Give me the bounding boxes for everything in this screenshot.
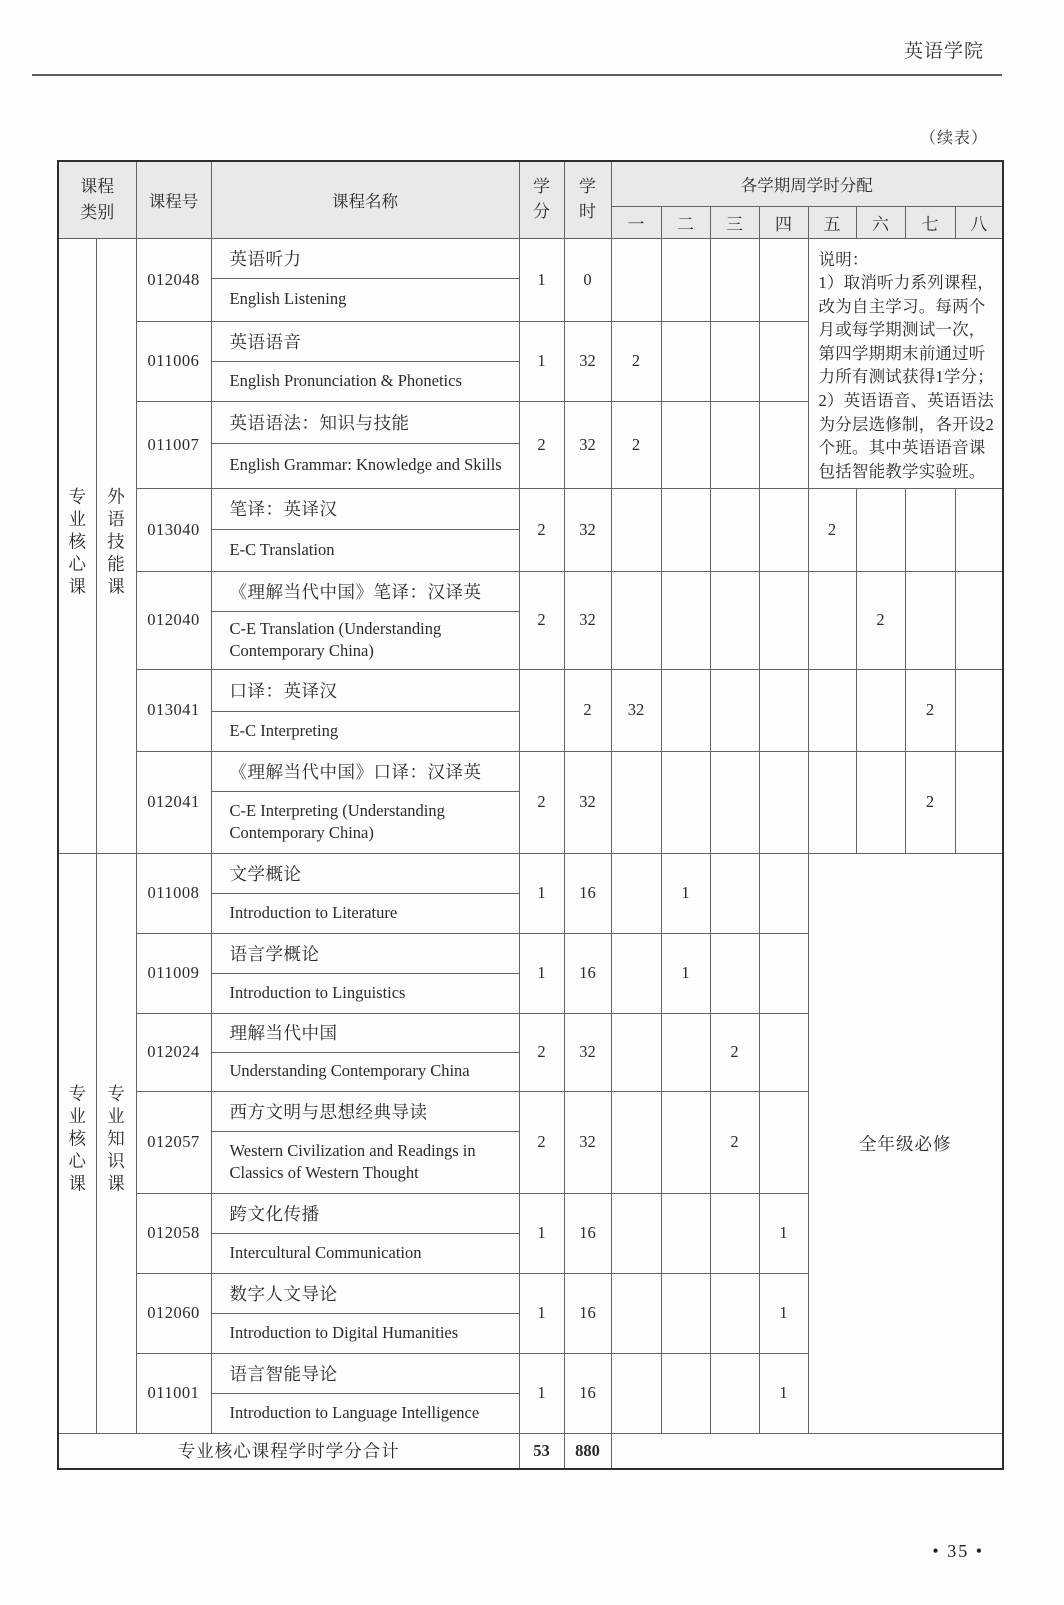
semester-cell xyxy=(710,488,759,571)
course-credits: 1 xyxy=(519,853,564,933)
semester-cell xyxy=(759,669,808,751)
semester-cell xyxy=(808,751,856,853)
semester-cell xyxy=(611,751,661,853)
course-name-cn: 文学概论 xyxy=(211,853,519,893)
semester-cell xyxy=(661,488,710,571)
course-name-en: C-E Translation (Understanding Contemporary China) xyxy=(211,611,519,669)
course-credits: 2 xyxy=(519,1013,564,1091)
category-main-label: 专业核心课 xyxy=(66,1084,87,1197)
semester-cell: 2 xyxy=(710,1091,759,1193)
semester-cell: 2 xyxy=(710,1013,759,1091)
semester-cell xyxy=(710,1273,759,1353)
course-name-en: English Listening xyxy=(211,278,519,321)
course-credits: 1 xyxy=(519,933,564,1013)
semester-cell xyxy=(661,1091,710,1193)
course-code: 011006 xyxy=(136,321,211,401)
semester-cell xyxy=(661,401,710,488)
category-main-cell xyxy=(58,853,96,1433)
course-name-en: C-E Interpreting (Understanding Contemporary China) xyxy=(211,791,519,853)
course-name-en: Introduction to Language Intelligence xyxy=(211,1393,519,1433)
header-hours-label: 学时 xyxy=(578,177,596,221)
course-name-cn: 笔译：英译汉 xyxy=(211,488,519,529)
course-name-en: English Grammar: Knowledge and Skills xyxy=(211,443,519,488)
semester-cell: 1 xyxy=(759,1193,808,1273)
course-code: 012024 xyxy=(136,1013,211,1091)
header-credits-label: 学分 xyxy=(532,177,550,221)
course-hours: 32 xyxy=(564,401,611,488)
course-name-en: E-C Translation xyxy=(211,529,519,571)
semester-cell xyxy=(661,1193,710,1273)
semester-cell xyxy=(808,571,856,669)
semester-cell xyxy=(661,669,710,751)
note-title: 说明： xyxy=(818,249,869,269)
semester-cell xyxy=(611,238,661,321)
semester-cell xyxy=(611,1013,661,1091)
notes-cell xyxy=(808,238,1003,488)
semester-cell xyxy=(759,401,808,488)
course-code: 012048 xyxy=(136,238,211,321)
curriculum-table-wrapper xyxy=(57,160,1004,1470)
course-name-en: English Pronunciation & Phonetics xyxy=(211,361,519,401)
total-credits: 53 xyxy=(519,1433,564,1469)
course-hours: 32 xyxy=(564,571,611,669)
semester-cell: 1 xyxy=(759,1353,808,1433)
note-item-1: 1）取消听力系列课程，改为自主学习。每两个月或每学期测试一次，第四学期期末前通过听力所有测试获得1学分； xyxy=(818,273,994,387)
course-code: 012060 xyxy=(136,1273,211,1353)
semester-cell xyxy=(759,853,808,933)
all-grades-required-cell: 全年级必修 xyxy=(808,853,1003,1433)
total-row-label: 专业核心课程学时学分合计 xyxy=(58,1433,519,1469)
header-divider-rule xyxy=(32,74,1002,76)
semester-cell xyxy=(661,1353,710,1433)
course-code: 012058 xyxy=(136,1193,211,1273)
college-name: 英语学院 xyxy=(903,41,984,62)
semester-cell: 1 xyxy=(661,933,710,1013)
semester-cell xyxy=(661,571,710,669)
semester-cell xyxy=(611,1091,661,1193)
semester-cell xyxy=(710,751,759,853)
course-credits: 1 xyxy=(519,238,564,321)
semester-cell xyxy=(955,751,1003,853)
course-name-cn: 西方文明与思想经典导读 xyxy=(211,1091,519,1131)
course-name-cn: 口译：英译汉 xyxy=(211,669,519,711)
semester-cell xyxy=(710,401,759,488)
semester-cell: 2 xyxy=(808,488,856,571)
header-weekly-hours: 各学期周学时分配 xyxy=(611,161,1003,206)
semester-cell xyxy=(710,853,759,933)
course-credits: 2 xyxy=(519,751,564,853)
course-name-en: Introduction to Digital Humanities xyxy=(211,1313,519,1353)
course-credits: 1 xyxy=(519,1273,564,1353)
category-main-label: 专业核心课 xyxy=(66,486,87,600)
course-hours: 32 xyxy=(564,1013,611,1091)
page-number: • 35 • xyxy=(932,1541,984,1561)
course-hours: 16 xyxy=(564,1193,611,1273)
semester-cell xyxy=(856,669,905,751)
course-name-cn: 语言学概论 xyxy=(211,933,519,973)
semester-cell: 1 xyxy=(661,853,710,933)
semester-cell xyxy=(611,933,661,1013)
header-course-number: 课程号 xyxy=(136,161,211,238)
course-code: 013041 xyxy=(136,669,211,751)
semester-cell xyxy=(710,238,759,321)
course-name-cn: 英语语音 xyxy=(211,321,519,361)
continued-table-note: （续表） xyxy=(919,130,988,147)
header-course-category-label: 课程类别 xyxy=(80,177,115,222)
semester-cell xyxy=(611,1353,661,1433)
semester-cell xyxy=(759,1091,808,1193)
semester-cell xyxy=(759,571,808,669)
course-name-cn: 英语语法：知识与技能 xyxy=(211,401,519,443)
header-semester-3: 三 xyxy=(710,206,759,238)
semester-cell xyxy=(661,238,710,321)
semester-cell xyxy=(856,488,905,571)
header-credits xyxy=(519,161,564,238)
header-course-category xyxy=(58,161,136,238)
course-credits: 1 xyxy=(519,321,564,401)
course-name-en: E-C Interpreting xyxy=(211,711,519,751)
category-sub-cell xyxy=(96,853,136,1433)
course-code: 012057 xyxy=(136,1091,211,1193)
semester-cell xyxy=(759,238,808,321)
header-hours xyxy=(564,161,611,238)
course-code: 011001 xyxy=(136,1353,211,1433)
total-hours: 880 xyxy=(564,1433,611,1469)
semester-cell xyxy=(661,1273,710,1353)
semester-cell xyxy=(905,488,955,571)
semester-cell: 1 xyxy=(759,1273,808,1353)
semester-cell: 2 xyxy=(611,321,661,401)
course-name-cn: 《理解当代中国》笔译：汉译英 xyxy=(211,571,519,611)
course-credits: 2 xyxy=(519,488,564,571)
semester-cell xyxy=(710,1353,759,1433)
course-code: 012041 xyxy=(136,751,211,853)
header-semester-2: 二 xyxy=(661,206,710,238)
semester-cell xyxy=(710,571,759,669)
semester-cell xyxy=(955,488,1003,571)
semester-cell xyxy=(661,321,710,401)
header-semester-7: 七 xyxy=(905,206,955,238)
semester-cell xyxy=(808,669,856,751)
semester-cell xyxy=(759,321,808,401)
course-hours: 16 xyxy=(564,1273,611,1353)
course-name-en: Introduction to Linguistics xyxy=(211,973,519,1013)
semester-cell: 2 xyxy=(611,401,661,488)
semester-cell xyxy=(905,571,955,669)
semester-cell: 2 xyxy=(905,669,955,751)
header-semester-4: 四 xyxy=(759,206,808,238)
course-credits: 1 xyxy=(519,1193,564,1273)
curriculum-table xyxy=(57,160,1004,1470)
course-code: 013040 xyxy=(136,488,211,571)
semester-cell xyxy=(661,751,710,853)
course-credits: 1 xyxy=(519,1353,564,1433)
course-credits: 2 xyxy=(519,401,564,488)
course-name-en: Intercultural Communication xyxy=(211,1233,519,1273)
course-hours: 32 xyxy=(564,1091,611,1193)
course-hours: 16 xyxy=(564,933,611,1013)
course-name-cn: 数字人文导论 xyxy=(211,1273,519,1313)
semester-cell xyxy=(611,1193,661,1273)
semester-cell xyxy=(611,1273,661,1353)
semester-cell xyxy=(710,933,759,1013)
course-name-cn: 《理解当代中国》口译：汉译英 xyxy=(211,751,519,791)
course-hours: 32 xyxy=(564,321,611,401)
course-hours: 32 xyxy=(564,488,611,571)
header-semester-1: 一 xyxy=(611,206,661,238)
semester-cell xyxy=(710,321,759,401)
semester-cell xyxy=(955,669,1003,751)
header-semester-6: 六 xyxy=(856,206,905,238)
course-code: 011009 xyxy=(136,933,211,1013)
course-code: 011007 xyxy=(136,401,211,488)
course-name-en: Understanding Contemporary China xyxy=(211,1052,519,1091)
semester-cell: 2 xyxy=(856,571,905,669)
semester-cell: 2 xyxy=(905,751,955,853)
semester-cell xyxy=(611,488,661,571)
semester-cell xyxy=(710,669,759,751)
category-sub-label: 专业知识课 xyxy=(105,1084,126,1197)
course-credits: 2 xyxy=(519,1091,564,1193)
course-name-cn: 语言智能导论 xyxy=(211,1353,519,1393)
course-name-cn: 理解当代中国 xyxy=(211,1013,519,1052)
course-credits: 2 xyxy=(519,571,564,669)
semester-cell xyxy=(611,853,661,933)
semester-cell xyxy=(759,488,808,571)
header-semester-5: 五 xyxy=(808,206,856,238)
course-credits xyxy=(519,669,564,751)
course-hours: 32 xyxy=(564,751,611,853)
category-sub-cell xyxy=(96,238,136,853)
course-name-cn: 跨文化传播 xyxy=(211,1193,519,1233)
course-hours: 16 xyxy=(564,853,611,933)
category-sub-label: 外语技能课 xyxy=(105,486,126,600)
total-row-empty-cell xyxy=(611,1433,1003,1469)
semester-cell xyxy=(759,933,808,1013)
course-name-cn: 英语听力 xyxy=(211,238,519,278)
semester-cell xyxy=(759,1013,808,1091)
note-item-2: 2）英语语音、英语语法为分层选修制，各开设2个班。其中英语语音课包括智能教学实验班。 xyxy=(818,391,994,481)
semester-cell xyxy=(955,571,1003,669)
course-name-en: Western Civilization and Readings in Classics of Western Thought xyxy=(211,1131,519,1193)
semester-cell xyxy=(759,751,808,853)
semester-cell xyxy=(611,571,661,669)
semester-cell xyxy=(710,1193,759,1273)
semester-cell xyxy=(856,751,905,853)
category-main-cell xyxy=(58,238,96,853)
course-hours: 2 xyxy=(564,669,611,751)
course-hours: 0 xyxy=(564,238,611,321)
semester-cell xyxy=(661,1013,710,1091)
header-course-name: 课程名称 xyxy=(211,161,519,238)
header-semester-8: 八 xyxy=(955,206,1003,238)
course-hours: 16 xyxy=(564,1353,611,1433)
course-code: 011008 xyxy=(136,853,211,933)
semester-cell: 32 xyxy=(611,669,661,751)
course-code: 012040 xyxy=(136,571,211,669)
course-name-en: Introduction to Literature xyxy=(211,893,519,933)
